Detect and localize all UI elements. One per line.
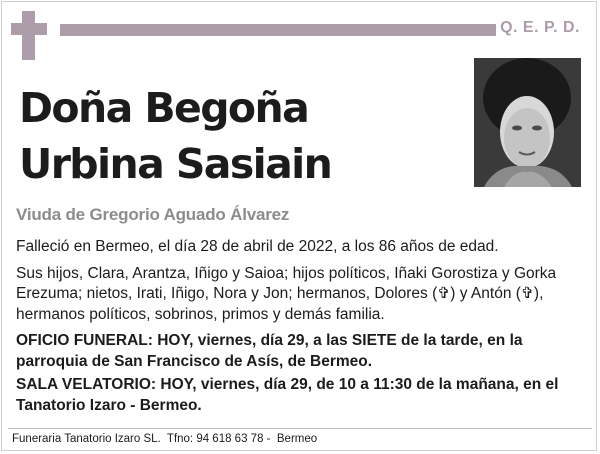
family-text-2: ) y Antón ( (450, 285, 521, 302)
header-rule (60, 24, 496, 36)
name-line-1: Doña Begoña (19, 84, 309, 132)
footer-divider (8, 428, 592, 429)
family-paragraph (16, 264, 576, 326)
widow-line: Viuda de Gregorio Aguado Álvarez (16, 205, 290, 224)
wake-info: SALA VELATORIO: HOY, viernes, día 29, de 10 a 11:30 de la mañana, en el Tanatorio Izaro - Bermeo. (16, 376, 559, 414)
cross-vertical-bar (22, 11, 35, 60)
family-text-1: Sus hijos, Clara, Arantza, Iñigo y Saioa; hijos políticos, Iñaki Gorostiza y Gorka Erezuma; nietos, Irati, Iñigo, Nora y Jon; hermanos, Dolores ( (16, 264, 557, 302)
family-text-3: ), hermanos políticos, sobrinos, primos y demás familia. (16, 285, 544, 323)
portrait-illustration (474, 58, 581, 187)
funeral-info: OFICIO FUNERAL: HOY, viernes, día 29, a las SIETE de la tarde, en la parroquia de San Francisco de Asís, de Bermeo. (16, 332, 523, 370)
portrait-photo (474, 58, 581, 187)
death-statement: Falleció en Bermeo, el día 28 de abril de 2022, a los 86 años de edad. (16, 238, 499, 255)
funeral-home-footer: Funeraria Tanatorio Izaro SL. Tfno: 94 618 63 78 - Bermeo (12, 433, 318, 445)
cross-small-icon: ✞ (520, 285, 534, 302)
cross-horizontal-bar (11, 23, 47, 35)
cross-small-icon: ✞ (437, 285, 451, 302)
name-line-2: Urbina Sasiain (19, 140, 332, 188)
deceased-name (19, 80, 331, 192)
notice-body (16, 237, 576, 419)
qepd-label: Q. E. P. D. (500, 19, 580, 36)
